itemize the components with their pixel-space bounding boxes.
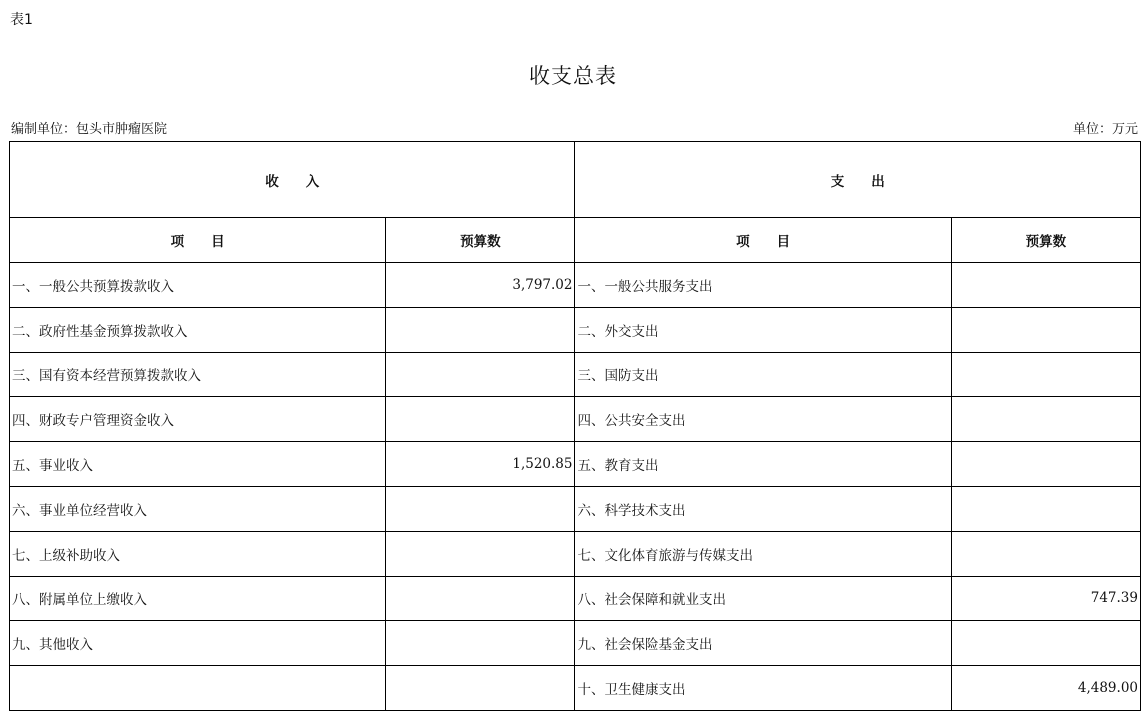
income-value-cell bbox=[386, 531, 575, 576]
table-row bbox=[10, 397, 1141, 442]
expense-item-cell: 六、科学技术支出 bbox=[575, 486, 951, 531]
expense-value-cell: 4,489.00 bbox=[951, 666, 1140, 711]
expense-value-cell bbox=[951, 263, 1140, 308]
income-item-cell: 二、政府性基金预算拨款收入 bbox=[10, 307, 386, 352]
expense-item-cell: 二、外交支出 bbox=[575, 307, 951, 352]
income-item-cell: 三、国有资本经营预算拨款收入 bbox=[10, 352, 386, 397]
unit-label: 单位：万元 bbox=[1072, 122, 1138, 137]
table-row bbox=[10, 307, 1141, 352]
expense-value-cell bbox=[951, 307, 1140, 352]
table-row bbox=[10, 352, 1141, 397]
expense-item-cell: 七、文化体育旅游与传媒支出 bbox=[575, 531, 951, 576]
expense-value-cell bbox=[951, 531, 1140, 576]
expense-value-cell bbox=[951, 352, 1140, 397]
income-item-cell: 六、事业单位经营收入 bbox=[10, 486, 386, 531]
income-value-cell bbox=[386, 307, 575, 352]
table-row bbox=[10, 531, 1141, 576]
expense-item-cell: 五、教育支出 bbox=[575, 442, 951, 487]
table-body bbox=[10, 263, 1141, 711]
expense-value-cell: 747.39 bbox=[951, 576, 1140, 621]
budget-table bbox=[9, 141, 1141, 711]
expense-item-cell: 八、社会保障和就业支出 bbox=[575, 576, 951, 621]
income-item-cell bbox=[10, 666, 386, 711]
expense-value-cell bbox=[951, 486, 1140, 531]
table-number: 表1 bbox=[10, 12, 33, 28]
table-row bbox=[10, 442, 1141, 487]
income-item-cell: 七、上级补助收入 bbox=[10, 531, 386, 576]
expense-value-cell bbox=[951, 397, 1140, 442]
income-item-cell: 四、财政专户管理资金收入 bbox=[10, 397, 386, 442]
income-value-cell: 1,520.85 bbox=[386, 442, 575, 487]
income-item-cell: 五、事业收入 bbox=[10, 442, 386, 487]
expense-item-cell: 一、一般公共服务支出 bbox=[575, 263, 951, 308]
income-item-cell: 九、其他收入 bbox=[10, 621, 386, 666]
expense-item-cell: 九、社会保险基金支出 bbox=[575, 621, 951, 666]
expense-item-cell: 十、卫生健康支出 bbox=[575, 666, 951, 711]
table-row bbox=[10, 666, 1141, 711]
income-header: 收 入 bbox=[10, 142, 575, 218]
income-value-cell bbox=[386, 666, 575, 711]
income-item-cell: 八、附属单位上缴收入 bbox=[10, 576, 386, 621]
income-value-cell bbox=[386, 352, 575, 397]
org-label: 编制单位：包头市肿瘤医院 bbox=[11, 122, 168, 137]
expense-budget-header: 预算数 bbox=[951, 218, 1140, 263]
expense-item-header: 项 目 bbox=[575, 218, 951, 263]
income-value-cell bbox=[386, 397, 575, 442]
expense-value-cell bbox=[951, 621, 1140, 666]
expense-header: 支 出 bbox=[575, 142, 1141, 218]
table-row bbox=[10, 621, 1141, 666]
income-value-cell: 3,797.02 bbox=[386, 263, 575, 308]
table-row bbox=[10, 486, 1141, 531]
income-item-cell: 一、一般公共预算拨款收入 bbox=[10, 263, 386, 308]
expense-value-cell bbox=[951, 442, 1140, 487]
income-value-cell bbox=[386, 486, 575, 531]
page-title: 收支总表 bbox=[529, 64, 617, 88]
income-value-cell bbox=[386, 621, 575, 666]
expense-item-cell: 三、国防支出 bbox=[575, 352, 951, 397]
expense-item-cell: 四、公共安全支出 bbox=[575, 397, 951, 442]
table-row bbox=[10, 263, 1141, 308]
income-value-cell bbox=[386, 576, 575, 621]
income-budget-header: 预算数 bbox=[386, 218, 575, 263]
income-item-header: 项 目 bbox=[10, 218, 386, 263]
table-row bbox=[10, 576, 1141, 621]
